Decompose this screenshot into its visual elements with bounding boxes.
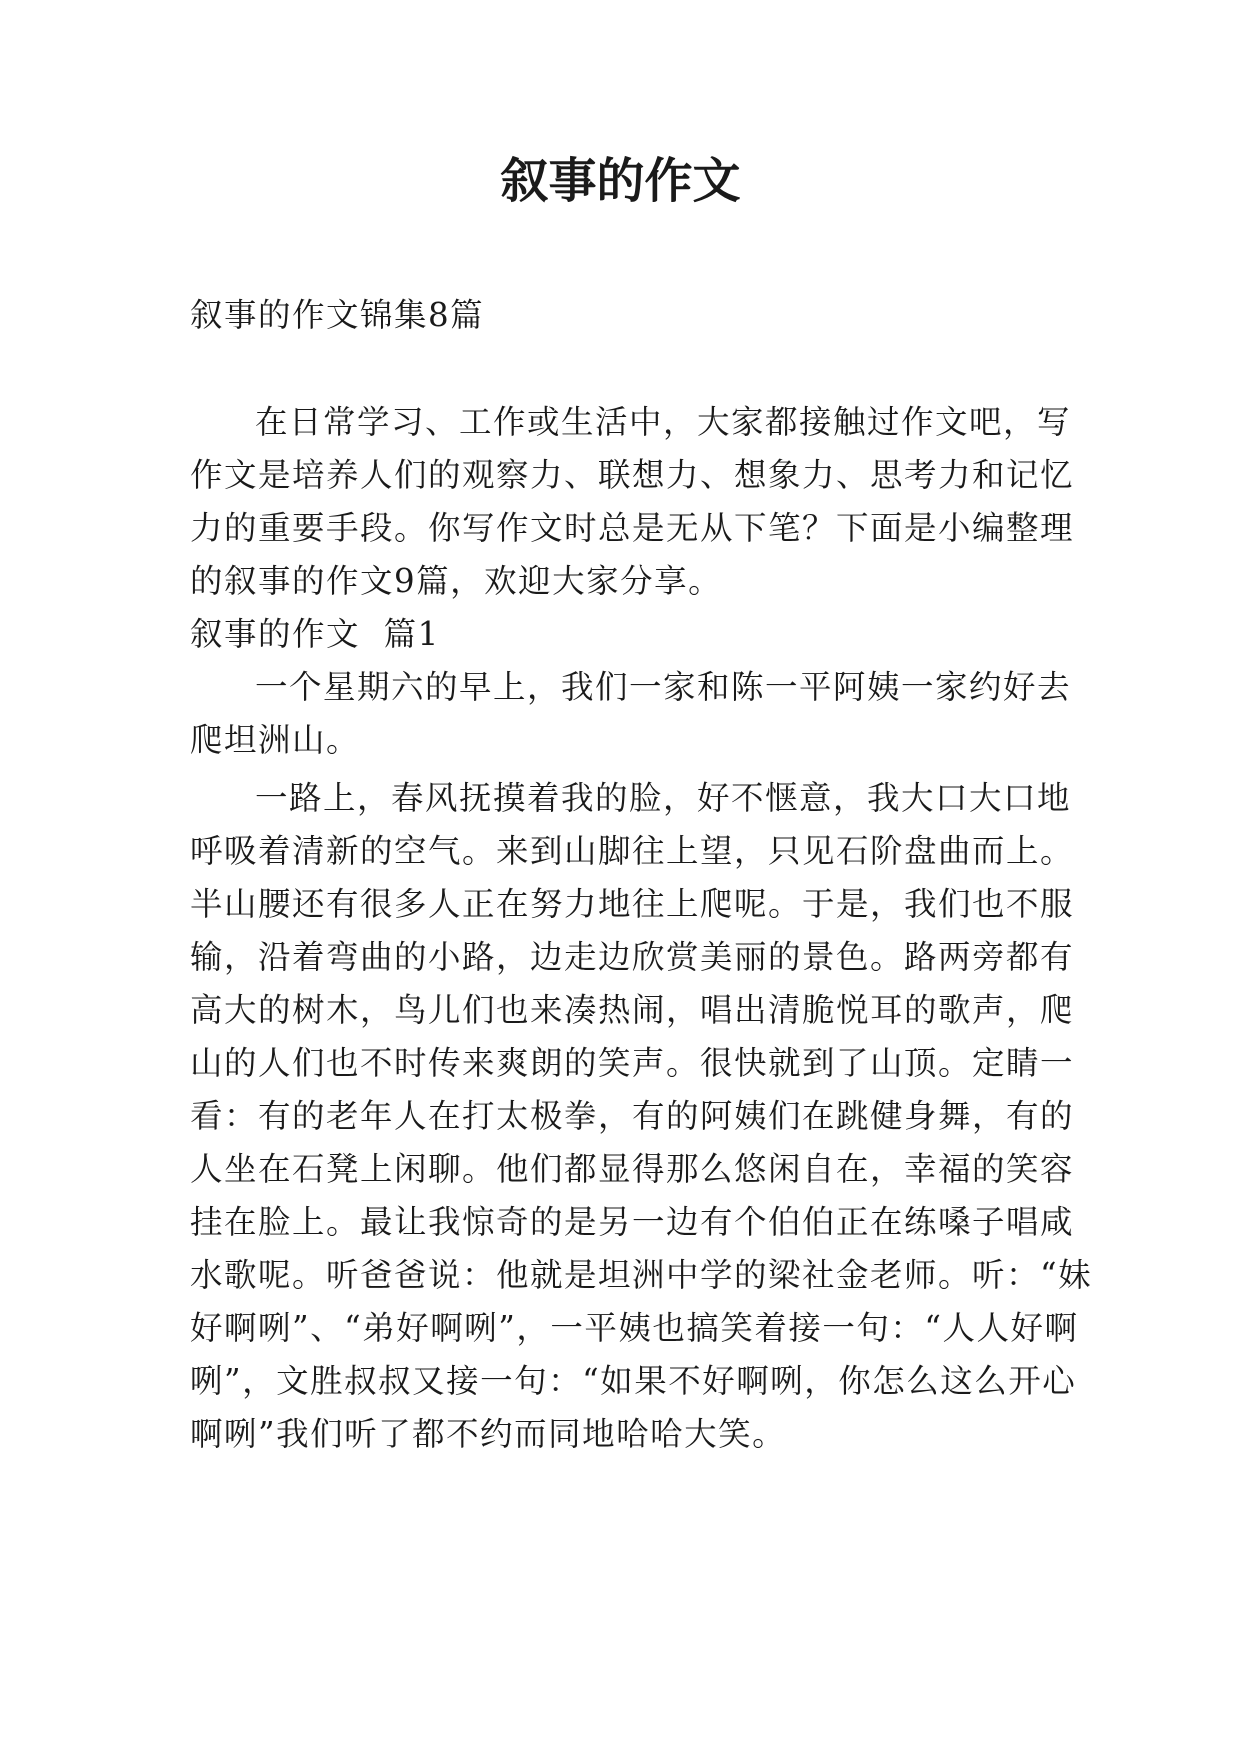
intro-line: 力的重要手段。你写作文时总是无从下笔？下面是小编整理 — [190, 509, 1075, 547]
paragraph-line: 呼吸着清新的空气。来到山脚往上望，只见石阶盘曲而上。 — [190, 832, 1075, 870]
intro-line: 的叙事的作文9篇，欢迎大家分享。 — [190, 562, 723, 600]
intro-line: 作文是培养人们的观察力、联想力、想象力、思考力和记忆 — [190, 456, 1075, 494]
paragraph-line: 山的人们也不时传来爽朗的笑声。很快就到了山顶。定睛一 — [190, 1044, 1075, 1082]
intro-line: 在日常学习、工作或生活中，大家都接触过作文吧，写 — [255, 403, 1072, 441]
paragraph-line: 水歌呢。听爸爸说：他就是坦洲中学的梁社金老师。听：“妹 — [190, 1256, 1093, 1294]
paragraph-line: 爬坦洲山。 — [190, 721, 361, 759]
paragraph-line: 输，沿着弯曲的小路，边走边欣赏美丽的景色。路两旁都有 — [190, 938, 1075, 976]
document-subtitle: 叙事的作文锦集8篇 — [190, 296, 485, 334]
paragraph-line: 一个星期六的早上，我们一家和陈一平阿姨一家约好去 — [255, 668, 1072, 706]
paragraph-line: 啊咧”我们听了都不约而同地哈哈大笑。 — [190, 1415, 787, 1453]
paragraph-line: 看：有的老年人在打太极拳，有的阿姨们在跳健身舞，有的 — [190, 1097, 1075, 1135]
paragraph-line: 一路上，春风抚摸着我的脸，好不惬意，我大口大口地 — [255, 779, 1072, 817]
paragraph-line: 好啊咧”、“弟好啊咧”，一平姨也搞笑着接一句：“人人好啊 — [190, 1309, 1079, 1347]
section-heading: 叙事的作文 篇1 — [190, 615, 440, 653]
paragraph-line: 挂在脸上。最让我惊奇的是另一边有个伯伯正在练嗓子唱咸 — [190, 1203, 1075, 1241]
paragraph-line: 咧”，文胜叔叔又接一句：“如果不好啊咧，你怎么这么开心 — [190, 1362, 1077, 1400]
paragraph-line: 人坐在石凳上闲聊。他们都显得那么悠闲自在，幸福的笑容 — [190, 1150, 1075, 1188]
paragraph-line: 半山腰还有很多人正在努力地往上爬呢。于是，我们也不服 — [190, 885, 1075, 923]
document-title: 叙事的作文 — [500, 153, 741, 209]
paragraph-line: 高大的树木，鸟儿们也来凑热闹，唱出清脆悦耳的歌声，爬 — [190, 991, 1075, 1029]
